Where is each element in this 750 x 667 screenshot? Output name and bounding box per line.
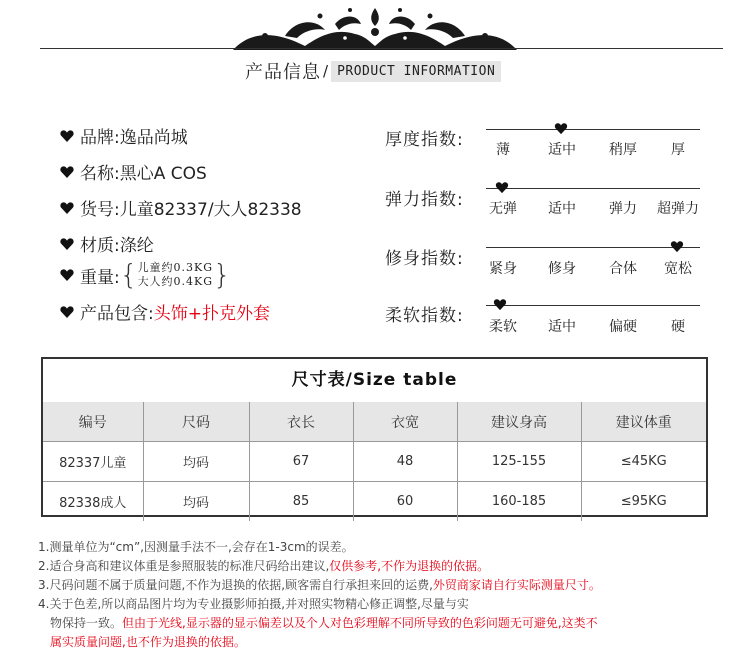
note-3 — [38, 576, 750, 595]
heart-icon — [670, 240, 684, 253]
table-row — [43, 442, 706, 482]
scale-option: 适中 — [548, 142, 576, 158]
brace-left: { — [119, 258, 138, 291]
table-cell: ≤45KG — [581, 442, 706, 482]
column-header: 建议身高 — [457, 402, 581, 442]
heart-icon — [60, 129, 74, 143]
info-value: 头饰+扑克外套 — [153, 304, 270, 324]
info-label: 品牌: — [80, 128, 120, 148]
scale-line — [486, 188, 700, 189]
note-text: 2.适合身高和建议体重是参照服装的标准尺码给出建议, — [38, 559, 330, 573]
column-header: 衣宽 — [353, 402, 457, 442]
table-cell: ≤95KG — [620, 494, 667, 509]
note-text: 1.测量单位为“cm”,因测量手法不一,会存在1-3cm的误差。 — [38, 540, 354, 554]
note-text: 物保持一致。 — [50, 616, 123, 630]
scale-option: 弹力 — [609, 201, 637, 217]
scale-label: 厚度指数: — [385, 130, 464, 150]
heart-icon — [554, 122, 568, 135]
column-header: 建议体重 — [581, 402, 706, 442]
scale-label: 弹力指数: — [385, 190, 464, 210]
scale-option: 适中 — [548, 201, 576, 217]
note-warning: 仅供参考,不作为退换的依据。 — [329, 559, 490, 573]
scale-line — [486, 247, 700, 248]
info-weight — [60, 258, 231, 291]
note-text: 3.尺码问题不属于质量问题,不作为退换的依据,顾客需自行承担来回的运费, — [38, 578, 433, 592]
note-1 — [38, 538, 750, 557]
heart-icon — [60, 165, 74, 179]
table-cell: 均码 — [143, 442, 249, 482]
scale-option: 合体 — [609, 261, 637, 277]
weight-values — [138, 261, 214, 289]
scale-line — [486, 305, 700, 306]
weight-adult: 大人约0.4KG — [137, 275, 214, 288]
table-header-row — [43, 402, 706, 442]
heart-icon — [60, 305, 74, 319]
size-table-box — [41, 357, 708, 517]
scale-option: 偏硬 — [609, 319, 637, 335]
note-2 — [38, 557, 750, 576]
scale-option: 无弹 — [489, 201, 517, 217]
scale-option: 硬 — [671, 319, 685, 335]
note-4-cont — [38, 614, 750, 633]
table-cell: 82338成人 — [43, 482, 143, 522]
scale-option: 厚 — [671, 142, 685, 158]
scale-option: 修身 — [548, 261, 576, 277]
note-warning: 属实质量问题,也不作为退换的依据。 — [50, 635, 246, 649]
brace-right: } — [213, 258, 231, 291]
heart-icon — [60, 268, 74, 282]
scale-label: 修身指数: — [385, 249, 464, 269]
info-value: 涤纶 — [119, 236, 154, 256]
info-name — [60, 159, 207, 184]
heart-icon — [60, 201, 74, 215]
section-header — [245, 58, 501, 84]
note-4-end — [38, 633, 750, 652]
scale-option: 稍厚 — [609, 142, 637, 158]
scale-label: 柔软指数: — [385, 306, 464, 326]
scale-option: 宽松 — [664, 261, 692, 277]
weight-child: 儿童约0.3KG — [137, 261, 214, 274]
column-header: 尺码 — [143, 402, 249, 442]
table-cell: 均码 — [143, 482, 249, 522]
heart-icon — [495, 181, 509, 194]
note-warning: 外贸商家请自行实际测量尺寸。 — [432, 578, 601, 592]
notes — [38, 538, 750, 652]
heart-icon — [493, 298, 507, 311]
column-header: 衣长 — [249, 402, 353, 442]
scale-option: 紧身 — [489, 261, 517, 277]
info-label: 名称: — [80, 164, 120, 184]
table-cell: 82337儿童 — [43, 442, 143, 482]
note-4 — [38, 595, 750, 614]
header-slash: / — [323, 62, 329, 80]
note-warning: 但由于光线,显示器的显示偏差以及个人对色彩理解不同所导致的色彩问题无可避免,这类不 — [122, 616, 598, 630]
size-table-title: 尺寸表/Size table — [43, 359, 706, 404]
table-cell: 160-185 — [457, 482, 581, 522]
note-text: 4.关于色差,所以商品图片均为专业摄影师拍摄,并对照实物精心修正调整,尽量与实 — [38, 597, 469, 611]
decorative-ornament — [225, 6, 525, 52]
scale-option: 超弹力 — [657, 201, 699, 217]
info-label: 材质: — [80, 236, 120, 256]
info-item-number — [60, 195, 302, 220]
table-cell: 67 — [249, 442, 353, 482]
table-cell: 60 — [353, 482, 457, 522]
info-value: 儿童82337/大人82338 — [119, 200, 302, 220]
info-label: 货号: — [80, 200, 120, 220]
column-header: 编号 — [43, 402, 143, 442]
info-package — [60, 299, 270, 324]
info-material — [60, 231, 154, 256]
size-table — [43, 402, 706, 521]
info-brand — [60, 123, 188, 148]
header-title-en: PRODUCT INFORMATION — [331, 61, 501, 82]
header-divider — [40, 48, 723, 49]
header-title-cn: 产品信息 — [245, 62, 321, 83]
info-value: 逸品尚城 — [119, 128, 188, 148]
table-cell: 48 — [353, 442, 457, 482]
info-label: 产品包含: — [80, 304, 154, 324]
info-value: 黑心A COS — [119, 164, 207, 184]
scale-line — [486, 129, 700, 130]
table-cell: 125-155 — [457, 442, 581, 482]
scale-option: 薄 — [496, 142, 510, 158]
table-row — [43, 482, 706, 522]
heart-icon — [60, 237, 74, 251]
info-label: 重量: — [80, 267, 120, 288]
scale-option: 适中 — [548, 319, 576, 335]
table-cell: 85 — [249, 482, 353, 522]
scale-option: 柔软 — [489, 319, 517, 335]
